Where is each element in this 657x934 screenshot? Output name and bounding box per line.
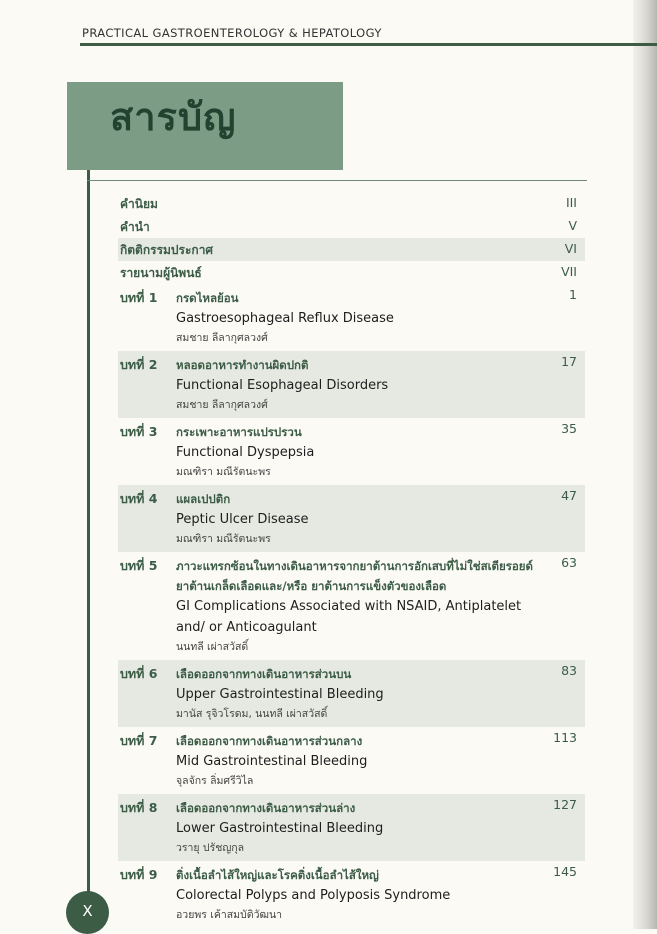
toc-page-number: V [568, 218, 577, 233]
toc-chapter[interactable] [118, 485, 585, 552]
chapter-title-thai: แผลเปปติก [176, 492, 231, 506]
toc-front-item[interactable] [118, 192, 585, 215]
chapter-author: อวยพร เค้าสมบัติวัฒนา [176, 909, 283, 921]
toc-page-number: 63 [561, 555, 577, 570]
chapter-title-thai: ภาวะแทรกซ้อนในทางเดินอาหารจากยาต้านการอักเสบที่ไม่ใช่สเตียรอยด์ ยาต้านเกล็ดเลือดและ/หรือ ยาต้านการแข็งตัวของเลือด [176, 559, 534, 593]
toc-page-number: 113 [553, 730, 577, 745]
chapter-title-english: Upper Gastrointestinal Bleeding [176, 687, 384, 702]
toc-page-number: 35 [561, 421, 577, 436]
toc-front-title: กิตติกรรมประกาศ [120, 243, 214, 257]
chapter-label: บทที่ 8 [120, 800, 158, 815]
page-number: X [82, 902, 93, 920]
chapter-title-english: GI Complications Associated with NSAID, Antiplatelet and/ or Anticoagulant [176, 599, 522, 635]
toc-page-number: 47 [561, 488, 577, 503]
chapter-author: มานัส รุจิวโรดม, นนทลี เผ่าสวัสดิ์ [176, 708, 328, 720]
table-of-contents [118, 192, 585, 928]
toc-chapter[interactable] [118, 794, 585, 861]
toc-chapter[interactable] [118, 351, 585, 418]
toc-page-number: 145 [553, 864, 577, 879]
toc-chapter[interactable] [118, 727, 585, 794]
toc-chapter[interactable] [118, 284, 585, 351]
chapter-title-english: Functional Esophageal Disorders [176, 378, 389, 393]
toc-page-number: 83 [561, 663, 577, 678]
chapter-author: วรายุ ปรัชญกุล [176, 842, 245, 854]
chapter-title-english: Peptic Ulcer Disease [176, 512, 309, 527]
chapter-author: มณฑิรา มณีรัตนะพร [176, 466, 271, 478]
chapter-label: บทที่ 6 [120, 666, 158, 681]
chapter-title-thai: กรดไหลย้อน [176, 291, 239, 305]
chapter-title-english: Mid Gastrointestinal Bleeding [176, 754, 368, 769]
chapter-title-thai: เลือดออกจากทางเดินอาหารส่วนกลาง [176, 734, 363, 748]
chapter-label: บทที่ 1 [120, 290, 158, 305]
toc-page-number: 127 [553, 797, 577, 812]
toc-chapter[interactable] [118, 660, 585, 727]
chapter-title-thai: ติ่งเนื้อลำไส้ใหญ่และโรคติ่งเนื้อลำไส้ใหญ่ [176, 868, 379, 882]
toc-front-item[interactable] [118, 215, 585, 238]
chapter-title-thai: เลือดออกจากทางเดินอาหารส่วนล่าง [176, 801, 356, 815]
vertical-rule [87, 170, 90, 892]
header-rule [80, 43, 657, 46]
toc-page-number: 1 [569, 287, 577, 302]
page-edge-shadow [633, 0, 657, 929]
toc-chapter[interactable] [118, 418, 585, 485]
toc-page-number: VII [561, 264, 577, 279]
chapter-label: บทที่ 9 [120, 867, 158, 882]
toc-front-title: คำนิยม [120, 197, 158, 211]
chapter-title-thai: กระเพาะอาหารแปรปรวน [176, 425, 302, 439]
chapter-label: บทที่ 7 [120, 733, 158, 748]
chapter-title-english: Lower Gastrointestinal Bleeding [176, 821, 384, 836]
toc-chapter[interactable] [118, 552, 585, 660]
toc-page-number: 17 [561, 354, 577, 369]
chapter-author: จุลจักร ลิ่มศรีวิไล [176, 775, 254, 787]
page-number-badge [66, 891, 109, 934]
toc-front-title: คำนำ [120, 220, 150, 234]
chapter-author: สมชาย ลีลากุศลวงศ์ [176, 332, 268, 344]
chapter-title-english: Gastroesophageal Reflux Disease [176, 311, 394, 326]
running-head: PRACTICAL GASTROENTEROLOGY & HEPATOLOGY [82, 26, 382, 40]
toc-front-title: รายนามผู้นิพนธ์ [120, 266, 202, 280]
toc-front-item[interactable] [118, 261, 585, 284]
toc-front-item[interactable] [118, 238, 585, 261]
chapter-label: บทที่ 2 [120, 357, 158, 372]
toc-page-number: III [565, 195, 577, 210]
chapter-title-english: Functional Dyspepsia [176, 445, 315, 460]
toc-page-number: VI [564, 241, 577, 256]
toc-chapter[interactable] [118, 861, 585, 928]
chapter-title-english: Colorectal Polyps and Polyposis Syndrome [176, 888, 451, 903]
chapter-title-thai: เลือดออกจากทางเดินอาหารส่วนบน [176, 667, 352, 681]
chapter-label: บทที่ 5 [120, 558, 158, 573]
chapter-author: นนทลี เผ่าสวัสดิ์ [176, 641, 249, 653]
title-underline [87, 180, 587, 181]
chapter-title-thai: หลอดอาหารทำงานผิดปกติ [176, 358, 309, 372]
chapter-label: บทที่ 4 [120, 491, 158, 506]
chapter-author: สมชาย ลีลากุศลวงศ์ [176, 399, 268, 411]
page-title: สารบัญ [110, 95, 237, 139]
chapter-author: มณฑิรา มณีรัตนะพร [176, 533, 271, 545]
chapter-label: บทที่ 3 [120, 424, 158, 439]
